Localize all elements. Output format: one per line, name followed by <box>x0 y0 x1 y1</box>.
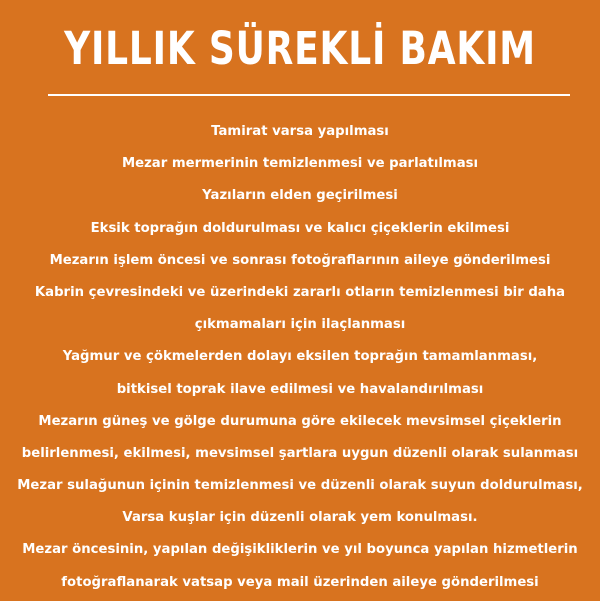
service-line: Mezar öncesinin, yapılan değişikliklerin ve yıl boyunca yapılan hizmetlerin <box>22 541 578 558</box>
service-line: Varsa kuşlar için düzenli olarak yem konulması. <box>122 509 478 526</box>
service-line: Tamirat varsa yapılması <box>211 123 389 139</box>
service-line: Eksik toprağın doldurulması ve kalıcı çiçeklerin ekilmesi <box>90 219 510 236</box>
title-divider <box>48 94 570 96</box>
service-line: Mezarın güneş ve gölge durumuna göre ekilecek mevsimsel çiçeklerin <box>38 412 562 429</box>
service-line: Mezar sulağunun içinin temizlenmesi ve düzenli olarak suyun doldurulması, <box>17 477 583 494</box>
service-line: Mezarın işlem öncesi ve sonrası fotoğraflarının aileye gönderilmesi <box>49 251 551 268</box>
service-line: belirlenmesi, ekilmesi, mevsimsel şartlara uygun düzenli olarak sulanması <box>21 444 579 461</box>
service-line: Kabrin çevresindeki ve üzerindeki zararlı otların temizlenmesi bir daha <box>34 283 566 300</box>
poster-title: YILLIK SÜREKLİ BAKIM <box>64 22 536 75</box>
service-line: Yağmur ve çökmelerden dolayı eksilen toprağın tamamlanması, <box>62 348 538 365</box>
service-line: bitkisel toprak ilave edilmesi ve havalandırılması <box>116 380 484 397</box>
service-line: fotoğraflanarak vatsap veya mail üzerinden aileye gönderilmesi <box>61 573 539 590</box>
service-line: çıkmamaları için ilaçlanması <box>194 316 406 333</box>
service-line: Yazıların elden geçirilmesi <box>202 187 398 204</box>
service-list <box>0 118 600 601</box>
service-line: Mezar mermerinin temizlenmesi ve parlatılması <box>121 155 479 172</box>
